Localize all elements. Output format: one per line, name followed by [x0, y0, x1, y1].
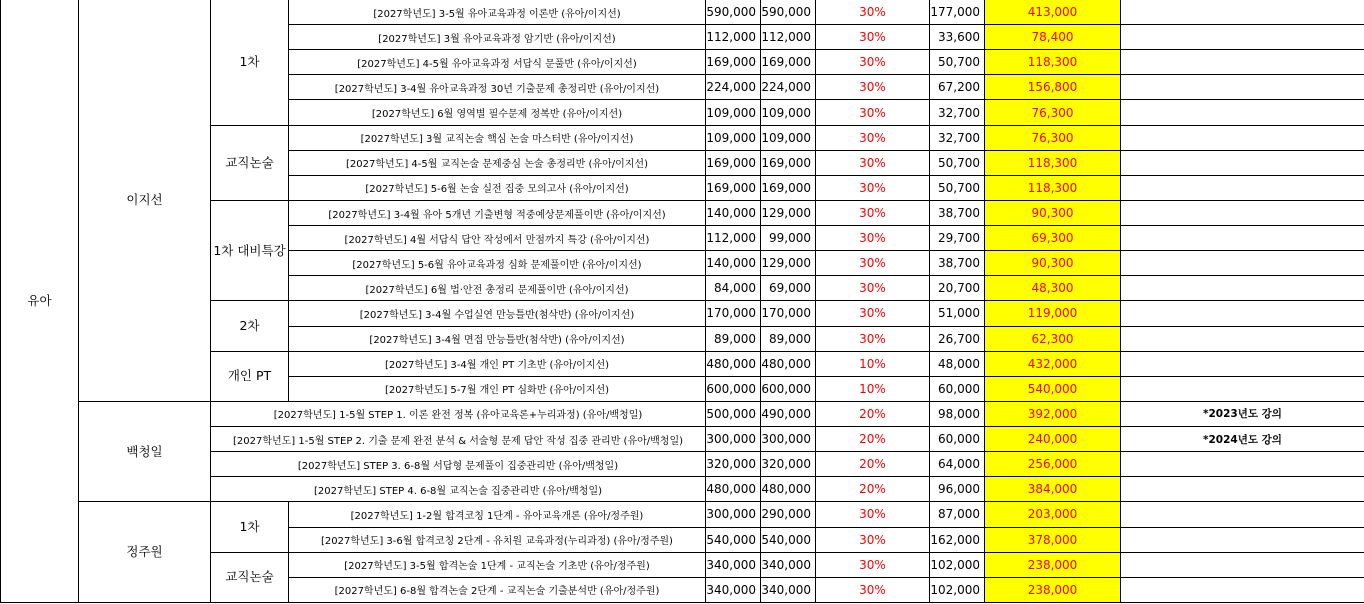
instructor-cell: 백청일 [79, 402, 211, 502]
price-cell: 590,000 [761, 0, 816, 25]
discount-amount-cell: 33,600 [930, 25, 985, 50]
course-title-cell: [2027학년도] 3-4월 면접 만능틀반(첨삭반) (유아/이지선) [289, 327, 706, 352]
final-price-cell: 90,300 [985, 251, 1121, 276]
course-title-cell: [2027학년도] 3-5월 유아교육과정 이론반 (유아/이지선) [289, 0, 706, 25]
group-cell: 교직논술 [211, 553, 289, 603]
note-cell [1121, 151, 1364, 176]
price-cell: 480,000 [761, 352, 816, 377]
note-cell [1121, 327, 1364, 352]
course-title-cell: [2027학년도] 4-5월 교직논술 문제중심 논술 총정리반 (유아/이지선) [289, 151, 706, 176]
note-cell [1121, 502, 1364, 527]
discount-amount-cell: 26,700 [930, 327, 985, 352]
discount-rate-cell: 30% [816, 528, 930, 553]
price-cell: 89,000 [761, 327, 816, 352]
course-title-cell: [2027학년도] 1-2월 합격코칭 1단계 - 유아교육개론 (유아/정주원) [289, 502, 706, 527]
price-cell: 320,000 [761, 452, 816, 477]
price-cell: 490,000 [761, 402, 816, 427]
group-label-line: 특강 [261, 242, 286, 258]
discount-rate-cell: 30% [816, 100, 930, 125]
course-title-cell: [2027학년도] 4월 서답식 답안 작성에서 만점까지 특강 (유아/이지선) [289, 226, 706, 251]
course-title-cell: [2027학년도] 3-4월 유아 5개년 기출변형 적중예상문제풀이반 (유아/이지선) [289, 201, 706, 226]
course-title-cell: [2027학년도] 3-4월 유아교육과정 30년 기출문제 총정리반 (유아/이지선) [289, 75, 706, 100]
discount-rate-cell: 30% [816, 0, 930, 25]
course-title-cell: [2027학년도] 3-4월 개인 PT 기초반 (유아/이지선) [289, 352, 706, 377]
note-cell [1121, 226, 1364, 251]
price-cell: 99,000 [761, 226, 816, 251]
price-cell: 109,000 [761, 126, 816, 151]
list-price-cell: 140,000 [706, 201, 761, 226]
course-title-cell: [2027학년도] 3월 교직논술 핵심 논술 마스터반 (유아/이지선) [289, 126, 706, 151]
final-price-cell: 48,300 [985, 276, 1121, 301]
course-title-cell: [2027학년도] 5-6월 논술 실전 집중 모의고사 (유아/이지선) [289, 176, 706, 201]
category-cell: 유아 [0, 0, 79, 603]
list-price-cell: 169,000 [706, 151, 761, 176]
discount-amount-cell: 98,000 [930, 402, 985, 427]
final-price-cell: 413,000 [985, 0, 1121, 25]
list-price-cell: 480,000 [706, 352, 761, 377]
course-title-cell: [2027학년도] STEP 4. 6-8월 교직논술 집중관리반 (유아/백청일) [211, 477, 706, 502]
discount-amount-cell: 50,700 [930, 176, 985, 201]
price-cell: 340,000 [761, 578, 816, 603]
course-title-cell: [2027학년도] 5-6월 유아교육과정 심화 문제풀이반 (유아/이지선) [289, 251, 706, 276]
discount-rate-cell: 30% [816, 226, 930, 251]
discount-amount-cell: 60,000 [930, 377, 985, 402]
price-cell: 129,000 [761, 201, 816, 226]
list-price-cell: 170,000 [706, 301, 761, 326]
discount-rate-cell: 30% [816, 327, 930, 352]
discount-rate-cell: 30% [816, 201, 930, 226]
discount-amount-cell: 32,700 [930, 126, 985, 151]
list-price-cell: 340,000 [706, 553, 761, 578]
discount-rate-cell: 20% [816, 477, 930, 502]
note-cell [1121, 477, 1364, 502]
course-title-cell: [2027학년도] 3-4월 수업실연 만능틀반(첨삭반) (유아/이지선) [289, 301, 706, 326]
final-price-cell: 118,300 [985, 50, 1121, 75]
list-price-cell: 89,000 [706, 327, 761, 352]
note-cell [1121, 100, 1364, 125]
discount-amount-cell: 48,000 [930, 352, 985, 377]
list-price-cell: 140,000 [706, 251, 761, 276]
discount-amount-cell: 64,000 [930, 452, 985, 477]
note-cell [1121, 553, 1364, 578]
final-price-cell: 384,000 [985, 477, 1121, 502]
list-price-cell: 320,000 [706, 452, 761, 477]
group-label-line: 1차 대비 [213, 242, 262, 258]
discount-amount-cell: 162,000 [930, 528, 985, 553]
list-price-cell: 300,000 [706, 427, 761, 452]
discount-rate-cell: 20% [816, 427, 930, 452]
note-cell [1121, 377, 1364, 402]
course-title-cell: [2027학년도] 3-5월 합격논술 1단계 - 교직논술 기초반 (유아/정주원) [289, 553, 706, 578]
list-price-cell: 600,000 [706, 377, 761, 402]
price-cell: 112,000 [761, 25, 816, 50]
discount-rate-cell: 30% [816, 276, 930, 301]
group-cell [211, 201, 289, 301]
course-title-cell: [2027학년도] 4-5월 유아교육과정 서답식 문풀반 (유아/이지선) [289, 50, 706, 75]
discount-rate-cell: 10% [816, 377, 930, 402]
list-price-cell: 500,000 [706, 402, 761, 427]
discount-rate-cell: 30% [816, 25, 930, 50]
discount-rate-cell: 30% [816, 50, 930, 75]
price-cell: 540,000 [761, 528, 816, 553]
discount-rate-cell: 30% [816, 75, 930, 100]
note-cell [1121, 126, 1364, 151]
group-cell: 개인 PT [211, 352, 289, 402]
list-price-cell: 224,000 [706, 75, 761, 100]
discount-amount-cell: 51,000 [930, 301, 985, 326]
discount-amount-cell: 20,700 [930, 276, 985, 301]
price-cell: 290,000 [761, 502, 816, 527]
group-cell: 1차 [211, 0, 289, 126]
final-price-cell: 69,300 [985, 226, 1121, 251]
discount-rate-cell: 30% [816, 578, 930, 603]
discount-amount-cell: 87,000 [930, 502, 985, 527]
instructor-cell: 정주원 [79, 502, 211, 602]
final-price-cell: 540,000 [985, 377, 1121, 402]
note-cell [1121, 301, 1364, 326]
note-cell [1121, 201, 1364, 226]
list-price-cell: 169,000 [706, 176, 761, 201]
list-price-cell: 112,000 [706, 226, 761, 251]
course-title-cell: [2027학년도] 6월 영역별 필수문제 정복반 (유아/이지선) [289, 100, 706, 125]
final-price-cell: 119,000 [985, 301, 1121, 326]
note-cell: *2023년도 강의 [1121, 402, 1364, 427]
group-cell: 2차 [211, 301, 289, 351]
note-cell [1121, 352, 1364, 377]
discount-rate-cell: 30% [816, 251, 930, 276]
price-cell: 69,000 [761, 276, 816, 301]
final-price-cell: 76,300 [985, 100, 1121, 125]
discount-rate-cell: 20% [816, 452, 930, 477]
final-price-cell: 240,000 [985, 427, 1121, 452]
discount-amount-cell: 96,000 [930, 477, 985, 502]
discount-rate-cell: 30% [816, 502, 930, 527]
final-price-cell: 432,000 [985, 352, 1121, 377]
final-price-cell: 78,400 [985, 25, 1121, 50]
price-cell: 340,000 [761, 553, 816, 578]
list-price-cell: 109,000 [706, 126, 761, 151]
list-price-cell: 590,000 [706, 0, 761, 25]
note-cell [1121, 75, 1364, 100]
final-price-cell: 203,000 [985, 502, 1121, 527]
instructor-cell: 이지선 [79, 0, 211, 402]
discount-amount-cell: 102,000 [930, 578, 985, 603]
discount-amount-cell: 32,700 [930, 100, 985, 125]
final-price-cell: 76,300 [985, 126, 1121, 151]
final-price-cell: 378,000 [985, 528, 1121, 553]
price-cell: 109,000 [761, 100, 816, 125]
list-price-cell: 112,000 [706, 25, 761, 50]
price-cell: 169,000 [761, 176, 816, 201]
discount-rate-cell: 20% [816, 402, 930, 427]
discount-rate-cell: 30% [816, 126, 930, 151]
final-price-cell: 118,300 [985, 176, 1121, 201]
note-cell [1121, 251, 1364, 276]
discount-amount-cell: 60,000 [930, 427, 985, 452]
price-cell: 170,000 [761, 301, 816, 326]
discount-rate-cell: 30% [816, 553, 930, 578]
final-price-cell: 238,000 [985, 578, 1121, 603]
list-price-cell: 109,000 [706, 100, 761, 125]
discount-amount-cell: 177,000 [930, 0, 985, 25]
course-title-cell: [2027학년도] 5-7월 개인 PT 심화반 (유아/이지선) [289, 377, 706, 402]
price-cell: 224,000 [761, 75, 816, 100]
group-cell: 1차 [211, 502, 289, 552]
note-cell [1121, 578, 1364, 603]
price-cell: 600,000 [761, 377, 816, 402]
course-title-cell: [2027학년도] 3-6월 합격코칭 2단계 - 유치원 교육과정(누리과정) (유아/정주원) [289, 528, 706, 553]
discount-rate-cell: 30% [816, 301, 930, 326]
final-price-cell: 392,000 [985, 402, 1121, 427]
price-cell: 480,000 [761, 477, 816, 502]
discount-rate-cell: 10% [816, 352, 930, 377]
final-price-cell: 238,000 [985, 553, 1121, 578]
final-price-cell: 156,800 [985, 75, 1121, 100]
discount-amount-cell: 29,700 [930, 226, 985, 251]
price-cell: 129,000 [761, 251, 816, 276]
discount-amount-cell: 67,200 [930, 75, 985, 100]
list-price-cell: 480,000 [706, 477, 761, 502]
note-cell [1121, 276, 1364, 301]
note-cell [1121, 50, 1364, 75]
list-price-cell: 84,000 [706, 276, 761, 301]
discount-amount-cell: 38,700 [930, 201, 985, 226]
discount-amount-cell: 50,700 [930, 151, 985, 176]
note-cell [1121, 176, 1364, 201]
group-cell: 교직논술 [211, 126, 289, 201]
note-cell [1121, 0, 1364, 25]
course-title-cell: [2027학년도] 1-5월 STEP 1. 이론 완전 정복 (유아교육론+누리과정) (유아/백청일) [211, 402, 706, 427]
course-title-cell: [2027학년도] 1-5월 STEP 2. 기출 문제 완전 분석 & 서술형 문제 답안 작성 집중 관리반 (유아/백청일) [211, 427, 706, 452]
note-cell [1121, 25, 1364, 50]
discount-amount-cell: 50,700 [930, 50, 985, 75]
note-cell [1121, 528, 1364, 553]
course-title-cell: [2027학년도] STEP 3. 6-8월 서답형 문제풀이 집중관리반 (유아/백청일) [211, 452, 706, 477]
list-price-cell: 300,000 [706, 502, 761, 527]
discount-amount-cell: 102,000 [930, 553, 985, 578]
final-price-cell: 256,000 [985, 452, 1121, 477]
final-price-cell: 62,300 [985, 327, 1121, 352]
course-title-cell: [2027학년도] 6월 법·안전 총정리 문제풀이반 (유아/이지선) [289, 276, 706, 301]
discount-amount-cell: 38,700 [930, 251, 985, 276]
list-price-cell: 340,000 [706, 578, 761, 603]
discount-rate-cell: 30% [816, 151, 930, 176]
list-price-cell: 540,000 [706, 528, 761, 553]
final-price-cell: 90,300 [985, 201, 1121, 226]
price-cell: 300,000 [761, 427, 816, 452]
course-title-cell: [2027학년도] 3월 유아교육과정 암기반 (유아/이지선) [289, 25, 706, 50]
list-price-cell: 169,000 [706, 50, 761, 75]
final-price-cell: 118,300 [985, 151, 1121, 176]
discount-rate-cell: 30% [816, 176, 930, 201]
note-cell: *2024년도 강의 [1121, 427, 1364, 452]
price-cell: 169,000 [761, 50, 816, 75]
note-cell [1121, 452, 1364, 477]
price-cell: 169,000 [761, 151, 816, 176]
course-title-cell: [2027학년도] 6-8월 합격논술 2단계 - 교직논술 기출분석반 (유아/정주원) [289, 578, 706, 603]
